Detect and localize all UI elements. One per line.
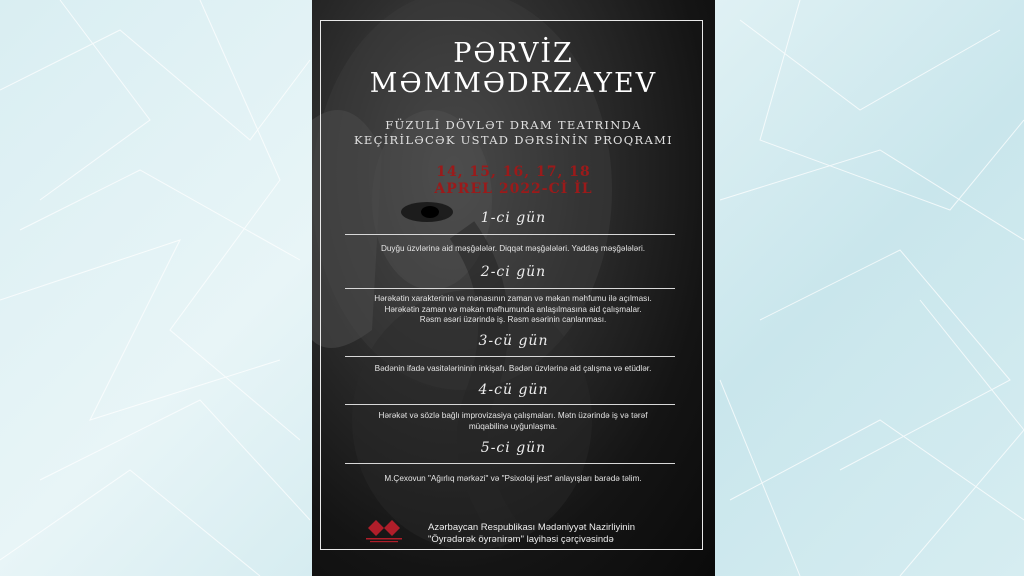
day-4-text: Hərəkət və sözlə bağlı improvizasiya çalışmaları. Mətn üzərində iş və tərəf müqabilinə uyğunlaşma. bbox=[378, 411, 648, 431]
day-3-title: 3-cü gün bbox=[478, 333, 549, 349]
poster-subtitle-line2: KEÇİRİLƏCƏK USTAD DƏRSİNİN PROQRAMI bbox=[354, 133, 673, 147]
ministry-logo-icon bbox=[362, 518, 406, 544]
day-5-title: 5-ci gün bbox=[480, 440, 547, 456]
poster-dates-line1: 14, 15, 16, 17, 18 bbox=[436, 164, 591, 180]
day-2-title: 2-ci gün bbox=[480, 264, 547, 280]
day-4-divider bbox=[345, 404, 675, 405]
poster-dates-line2: APREL 2022-Cİ İL bbox=[434, 181, 593, 197]
day-3-text: Bədənin ifadə vasitələrininin inkişafı. Bədən üzvlərinə aid çalışma və etüdlər. bbox=[374, 364, 652, 373]
day-3-divider bbox=[345, 356, 675, 357]
poster-subtitle-line1: FÜZULİ DÖVLƏT DRAM TEATRINDA bbox=[385, 118, 642, 132]
day-5-text: M.Çexovun "Ağırlıq mərkəzi" və "Psixoloji jest" anlayışları barədə təlim. bbox=[384, 474, 642, 483]
day-4-title: 4-cü gün bbox=[478, 382, 549, 398]
poster-footer bbox=[428, 522, 688, 546]
poster-name-line1: PƏRVİZ bbox=[453, 38, 574, 69]
day-1-divider bbox=[345, 234, 675, 235]
footer-line1: Azərbaycan Respublikası Mədəniyyət Nazirliyinin bbox=[428, 522, 635, 533]
day-2-text: Hərəkətin xarakterinin və mənasının zaman və məkan məhfumu ilə açılması. Hərəkətin zaman və məkan məfhumunda anlaşılmasına aid çalışmalar. Rəsm əsəri üzərində iş. Rəsm əsərinin canlanması. bbox=[374, 294, 652, 324]
day-5-divider bbox=[345, 463, 675, 464]
day-1-title: 1-ci gün bbox=[480, 210, 547, 226]
day-2-divider bbox=[345, 288, 675, 289]
poster-frame bbox=[320, 20, 703, 550]
footer-line2: "Öyrədərək öyrənirəm" layihəsi çərçivəsində bbox=[428, 534, 614, 545]
poster-name-line2: MƏMMƏDRZAYEV bbox=[369, 68, 658, 99]
day-1-text: Duyğu üzvlərinə aid məşğələlər. Diqqət məşğələləri. Yaddaş məşğələləri. bbox=[380, 244, 646, 253]
